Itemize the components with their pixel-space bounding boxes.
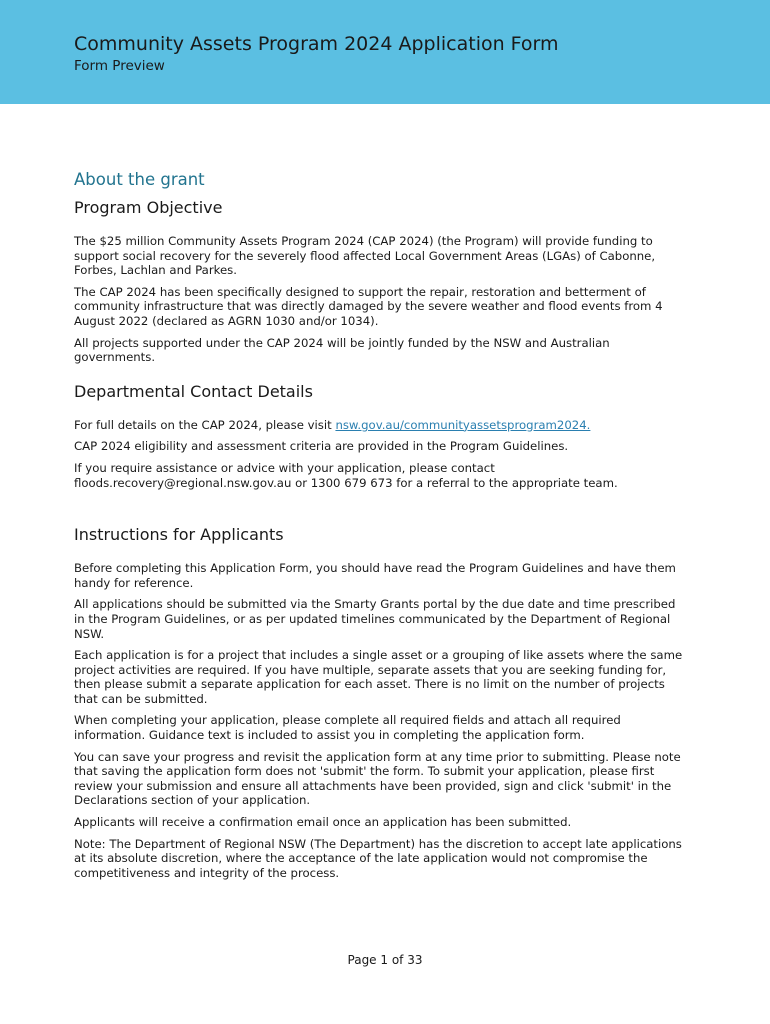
document-body [74,170,684,887]
paragraph: CAP 2024 eligibility and assessment criteria are provided in the Program Guidelines. [74,439,569,454]
form-title: Community Assets Program 2024 Application Form [74,33,559,55]
paragraph: The $25 million Community Assets Program 2024 (CAP 2024) (the Program) will provide funding to support social recovery for the severely flood affected Local Government Areas (LGAs) of Cabonne, Forbes, Lachlan and Parkes. [74,234,656,278]
heading-program-objective: Program Objective [74,198,223,217]
paragraph [74,418,684,433]
section-title-about: About the grant [74,170,205,189]
paragraph: All projects supported under the CAP 2024 will be jointly funded by the NSW and Australian governments. [74,335,610,365]
contact-text: For full details on the CAP 2024, please visit [74,417,336,432]
paragraph: Before completing this Application Form, you should have read the Program Guidelines and have them handy for reference. [74,561,676,590]
paragraph: Note: The Department of Regional NSW (The Department) has the discretion to accept late applications at its absolute discretion, where the acceptance of the late application would not compromise the competitiveness and integrity of the process. [74,836,682,880]
paragraph: If you require assistance or advice with your application, please contact floods.recovery@regional.nsw.gov.au or 1300 679 673 for a referral to the appropriate team. [74,460,618,490]
paragraph: The CAP 2024 has been specifically designed to support the repair, restoration and betterment of community infrastructure that was directly damaged by the severe weather and flood events from 4 August 2022 (declared as AGRN 1030 and/or 1034). [74,284,663,328]
heading-contact-details: Departmental Contact Details [74,381,313,401]
paragraph: When completing your application, please complete all required fields and attach all required information. Guidance text is included to assist you in completing the application form. [74,713,621,743]
form-subtitle: Form Preview [74,58,165,74]
heading-instructions: Instructions for Applicants [74,525,284,545]
page-number: Page 1 of 33 [347,953,423,967]
paragraph: Each application is for a project that includes a single asset or a grouping of like assets where the same project activities are required. If you have multiple, separate assets that you are seeking funding for, then please submit a separate application for each asset. There is no limit on the number of projects that can be submitted. [74,648,683,706]
page-header [0,0,770,104]
paragraph: Applicants will receive a confirmation email once an application has been submitted. [74,815,572,830]
program-website-link[interactable]: nsw.gov.au/communityassetsprogram2024. [335,417,591,432]
paragraph: All applications should be submitted via the Smarty Grants portal by the due date and time prescribed in the Program Guidelines, or as per updated timelines communicated by the Department of Regional NSW. [74,597,676,641]
paragraph: You can save your progress and revisit the application form at any time prior to submitting. Please note that saving the application form does not 'submit' the form. To submit your application, please first review your submission and ensure all attachments have been provided, sign and click 'submit' in the Declarations section of your application. [74,749,681,808]
